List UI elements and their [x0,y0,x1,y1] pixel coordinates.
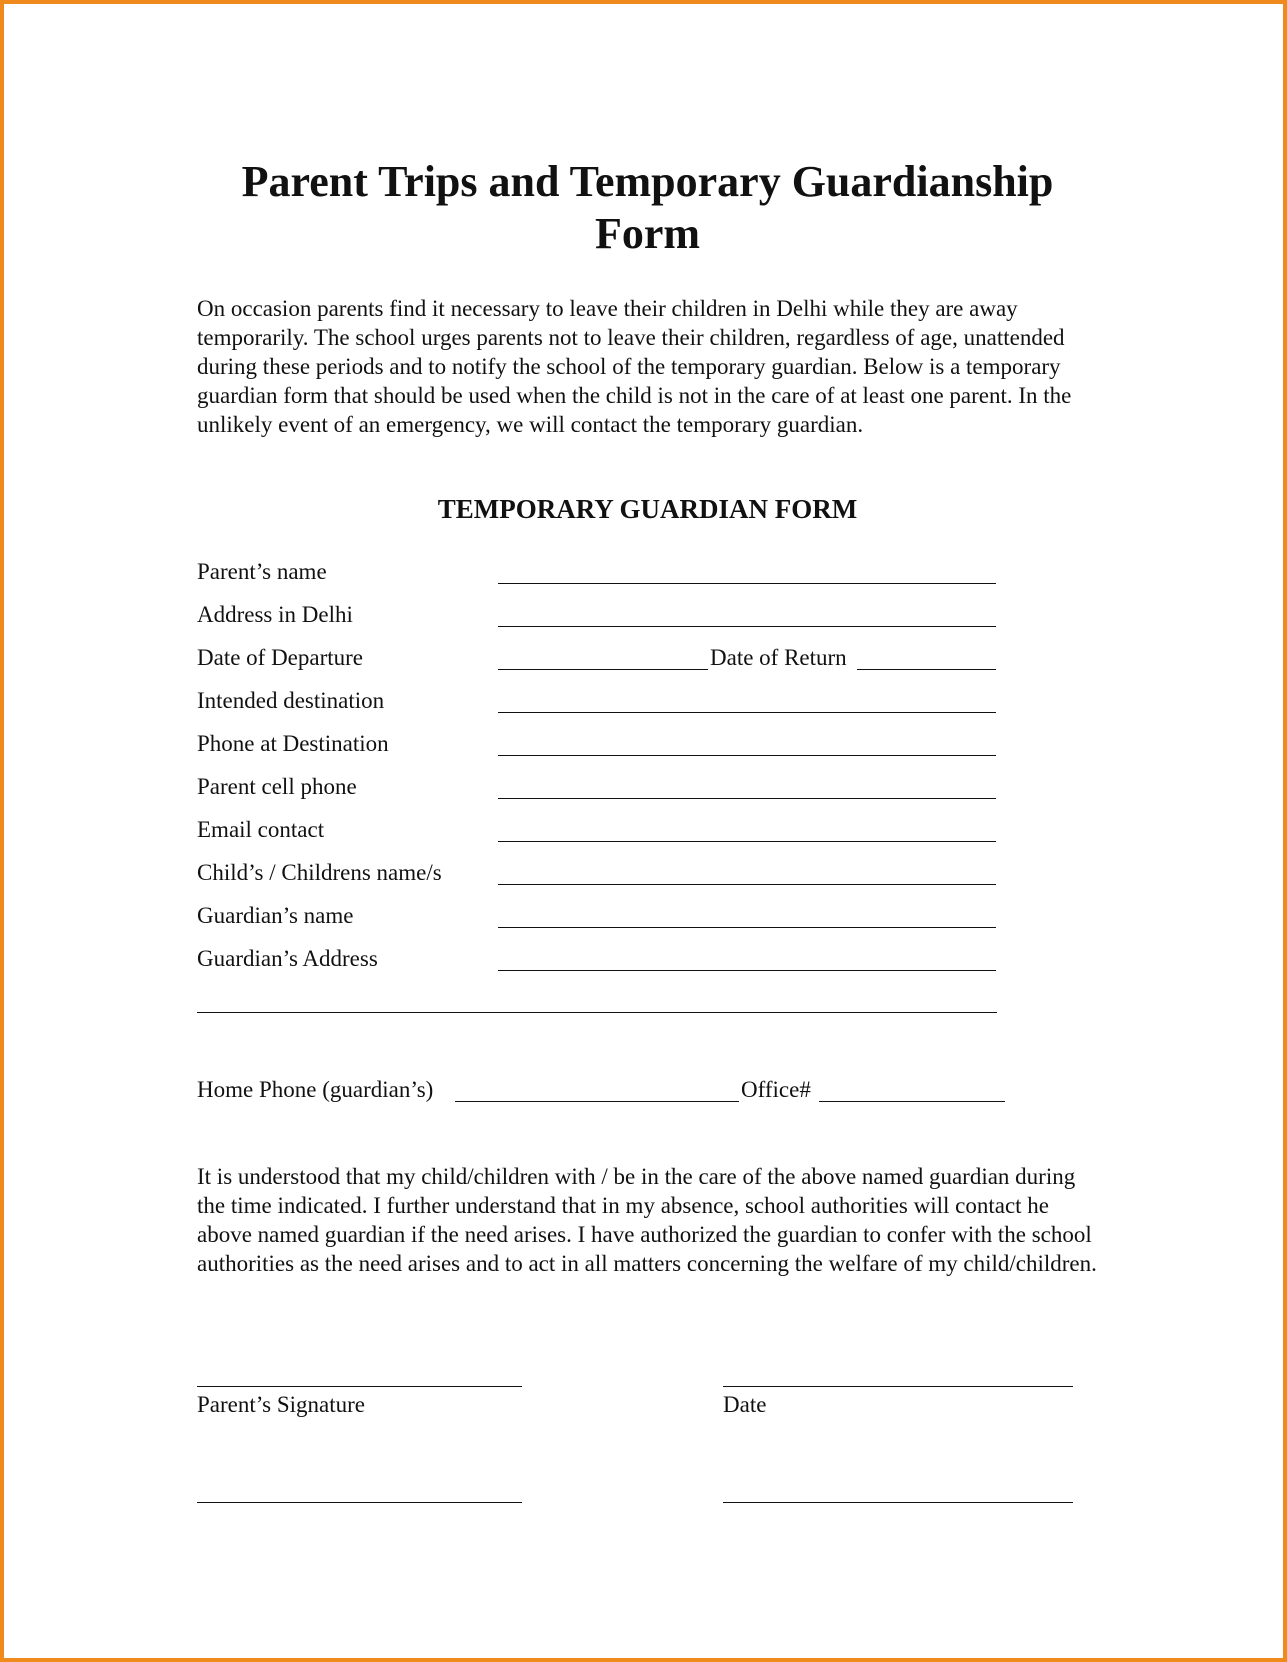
home-phone-line[interactable] [455,1101,739,1102]
second-signature-line[interactable] [197,1502,522,1503]
form-heading: TEMPORARY GUARDIAN FORM [437,494,858,524]
office-label: Office# [741,1077,811,1102]
children-names-label: Child’s / Childrens name/s [197,860,442,885]
date-line[interactable] [723,1386,1073,1387]
parent-cell-line[interactable] [498,798,996,799]
intro-paragraph: On occasion parents find it necessary to leave their children in Delhi while they are away temporarily. The school urges parents not to leave their children, regardless of age, unattended during these periods and to notify the school of the temporary guardian. Below is a temporary guardian form that should be used when the child is not in the care of at least one parent. In the unlikely event of an emergency, we will contact the temporary guardian. [197,296,1072,437]
office-line[interactable] [819,1101,1005,1102]
guardian-name-label: Guardian’s name [197,903,354,928]
consent-paragraph: It is understood that my child/children with / be in the care of the above named guardian during the time indicated. I further understand that in my absence, school authorities will contact he above named guardian if the need arises. I have authorized the guardian to confer with the school authorities as the need arises and to act in all matters concerning the welfare of my child/children. [197,1164,1097,1276]
second-date-line[interactable] [723,1502,1073,1503]
date-departure-line[interactable] [498,669,708,670]
parent-cell-label: Parent cell phone [197,774,357,799]
date-return-label: Date of Return [710,645,847,670]
home-phone-label: Home Phone (guardian’s) [197,1077,434,1102]
date-label: Date [723,1392,767,1417]
parent-name-label: Parent’s name [197,559,327,584]
date-departure-label: Date of Departure [197,645,364,670]
title-line-1: Parent Trips and Temporary Guardianship [241,157,1054,206]
guardian-address-line-2[interactable] [197,1012,997,1013]
phone-destination-label: Phone at Destination [197,731,389,756]
parent-signature-label: Parent’s Signature [197,1392,365,1417]
parent-signature-line[interactable] [197,1386,522,1387]
document-title [4,156,1287,260]
email-contact-label: Email contact [197,817,325,842]
title-line-2: Form [594,209,701,258]
phone-destination-line[interactable] [498,755,996,756]
children-names-line[interactable] [498,884,996,885]
email-contact-line[interactable] [498,841,996,842]
address-delhi-line[interactable] [498,626,996,627]
guardian-address-line[interactable] [498,970,996,971]
intended-destination-line[interactable] [498,712,996,713]
guardian-name-line[interactable] [498,927,996,928]
address-delhi-label: Address in Delhi [197,602,353,627]
intended-destination-label: Intended destination [197,688,385,713]
parent-name-line[interactable] [498,583,996,584]
date-return-line[interactable] [857,669,996,670]
guardian-address-label: Guardian’s Address [197,946,378,971]
field-dates [197,644,1017,674]
field-phones [197,1076,1017,1106]
